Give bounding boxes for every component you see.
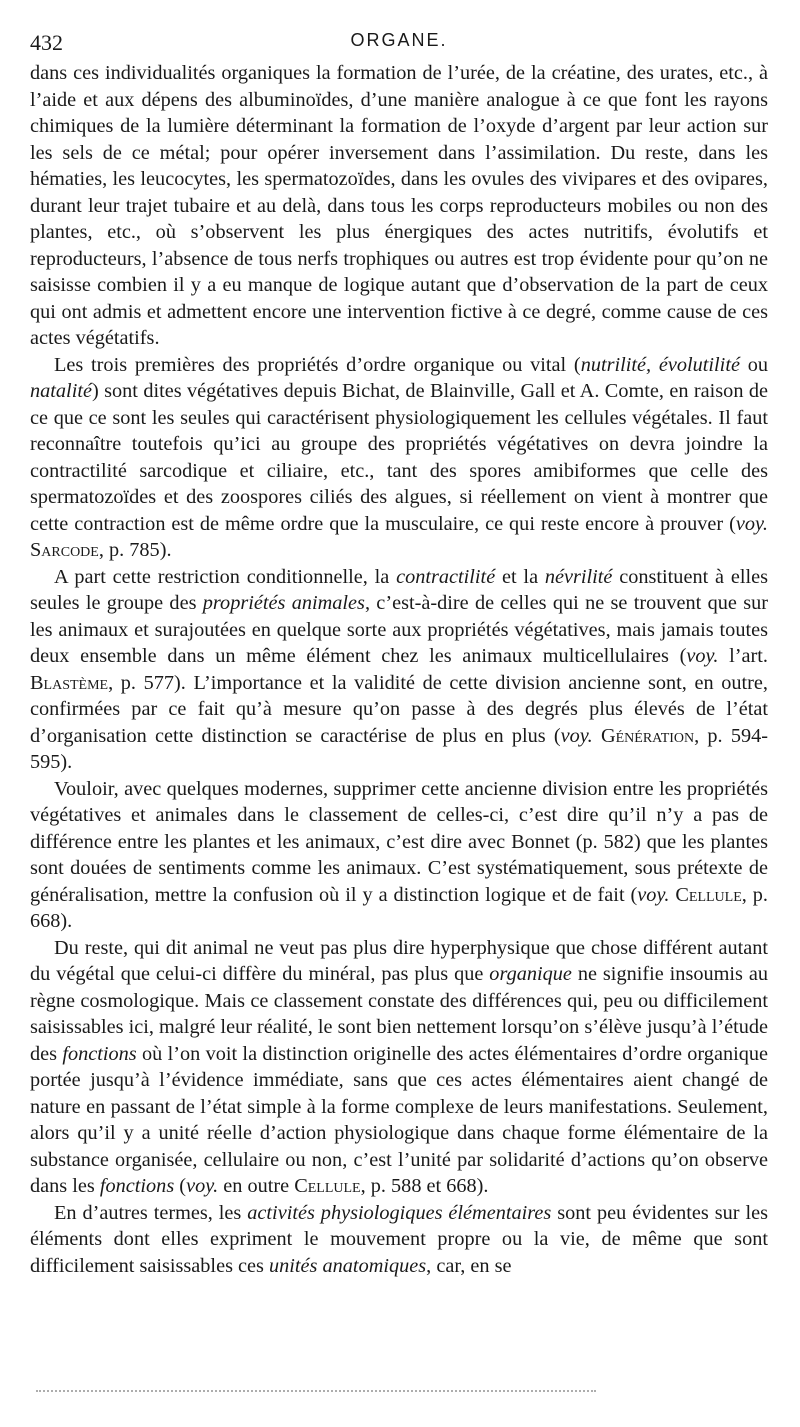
- text-run: en outre: [218, 1175, 295, 1197]
- text-run: En d’autres termes, les: [54, 1201, 248, 1224]
- text-run: (: [174, 1175, 187, 1197]
- text-run: A part cette restriction conditionnelle, la: [54, 565, 397, 588]
- text-run: constituent à elles seules le groupe des: [30, 565, 768, 614]
- paragraph: [30, 776, 768, 935]
- italic-text: voy.: [735, 512, 768, 535]
- text-run: , car, en se: [426, 1254, 512, 1277]
- footer-rule: [36, 1390, 596, 1396]
- small-caps-reference: Sarcode: [30, 539, 99, 561]
- text-run: ou: [739, 353, 769, 376]
- page-header: [30, 24, 768, 60]
- book-page: [30, 24, 768, 1279]
- text-run: dans ces individualités organiques la formation de l’urée, de la créatine, des urates, etc., à l’aide et aux dépens des albuminoïdes, d’une manière analogue à ce que font les rayons chimiques de la lumière déterminant la formation de l’oxyde d’argent par leur action sur les sels de ce métal; pour opérer inversement dans l’assimilation. Du reste, dans les hématies, les leucocytes, les spermatozoïdes, dans les ovules des vivipares et des ovipares, durant leur trajet tubaire et au delà, dans tous les corps reproducteurs mobiles ou non des plantes, etc., où s’observent les plus énergiques des actes nutritifs, évolutifs et reproducteurs, l’absence de tous nerfs trophiques ou autres est trop évidente pour qu’on ne saisisse combien il y a eu manque de logique autant que d’observation de la part de ceux qui ont admis et admettent encore une intervention fictive à ce degré, comme cause de ces actes végétatifs.: [30, 62, 768, 349]
- italic-text: propriétés animales: [202, 592, 365, 614]
- italic-text: névrilité: [544, 565, 613, 588]
- paragraph: [30, 935, 768, 1200]
- text-run: Vouloir, avec quelques modernes, supprimer cette ancienne division entre les propriétés végétatives et animales dans le classement de celles-ci, c’est dire qu’il n’y a pas de différence entre les plantes et les animaux, c’est dire avec Bonnet (p. 582) que les plantes sont douées de sentiments comme les animaux. C’est systématiquement, sous prétexte de généralisation, mettre la confusion où il y a distinction logique et de fait (: [30, 777, 768, 906]
- paragraph: [30, 60, 768, 352]
- text-run: où l’on voit la distinction originelle des actes élémentaires d’ordre organique portée jusqu’à l’évidence immédiate, sans que ces actes élémentaires aient changé de nature en passant de l’état simple à la forme complexe de leurs manifestations. Seulement, alors qu’il y a unité réelle d’action physiologique dans chaque forme élémentaire de la substance organisée, cellulaire ou non, c’est l’unité par solidarité d’actions qu’on observe dans les: [30, 1042, 769, 1197]
- small-caps-reference: Blastème: [30, 671, 109, 694]
- text-run: , p. 577). L’importance et la validité de cette division ancienne sont, en outre, confirmées par ce fait qu’à mesure qu’on passe à des degrés plus élevés de l’état d’organisation cette distinction se caractérise de plus en plus (: [30, 671, 768, 747]
- text-run: , p. 668).: [30, 883, 768, 932]
- running-title: ORGANE.: [350, 30, 448, 50]
- text-run: , c’est-à-dire de celles qui ne se trouvent que sur les animaux et surajoutées en quelque sorte aux propriétés végétatives, mais jamais toutes deux ensemble dans un même élément chez les animaux multicellulaires (: [30, 592, 768, 667]
- italic-text: voy.: [560, 724, 593, 747]
- page-number: 432: [30, 30, 63, 55]
- italic-text: unités anatomiques: [269, 1254, 427, 1277]
- text-run: et la: [495, 565, 545, 588]
- small-caps-reference: Génération: [600, 724, 695, 747]
- text-run: , p. 588 et 668).: [360, 1175, 489, 1197]
- text-run: ne signifie insoumis au règne cosmologique. Mais ce classement constate des différences qui, peu ou difficilement saisissables ici, malgré leur réalité, le sont bien nettement lorsqu’on s’élève jusqu’à l’étude des: [30, 963, 768, 1065]
- text-run: ) sont dites végétatives depuis Bichat, de Blainville, Gall et A. Comte, en raison de ce que ce sont les seules qui caractérisent physiologiquement les cellules végétales. Il faut reconnaître toutefois qu’ici au groupe des propriétés végétatives on devra joindre la contractilité sarcodique et ciliaire, etc., tant des spores amibiformes que celle des spermatozoïdes et des zoospores ciliés des algues, si réellement on vient à montrer que cette contraction est de même ordre que la musculaire, ce qui reste encore à prouver (: [30, 380, 768, 535]
- text-run: Du reste, qui dit animal ne veut pas plus dire hyperphysique que chose différent autant du végétal que celui-ci diffère du minéral, pas plus que: [30, 936, 768, 985]
- italic-text: voy.: [637, 883, 670, 906]
- paragraph: [30, 1200, 768, 1280]
- paragraph: [30, 564, 768, 776]
- italic-text: organique: [489, 963, 572, 985]
- small-caps-reference: Cellule: [294, 1175, 361, 1197]
- italic-text: voy.: [686, 645, 719, 667]
- text-run: l’art.: [718, 645, 769, 667]
- italic-text: activités physiologiques élémentaires: [247, 1201, 552, 1224]
- italic-text: fonctions: [99, 1175, 175, 1197]
- italic-text: voy.: [186, 1175, 219, 1197]
- paragraph: [30, 352, 768, 564]
- body-text: [30, 60, 768, 1279]
- italic-text: fonctions: [62, 1042, 137, 1065]
- text-run: , p. 594-595).: [30, 724, 768, 773]
- italic-text: contractilité: [396, 565, 496, 588]
- italic-text: nutrilité, évolutilité: [580, 353, 740, 376]
- italic-text: natalité: [30, 380, 92, 402]
- text-run: [593, 725, 601, 747]
- text-run: , p. 785).: [98, 539, 172, 561]
- text-run: sont peu évidentes sur les éléments dont elles expriment le mouvement propre ou la vie, de même que sont difficilement saisissables ces: [30, 1201, 768, 1277]
- small-caps-reference: Cellule: [675, 883, 742, 906]
- text-run: Les trois premières des propriétés d’ordre organique ou vital (: [54, 353, 581, 376]
